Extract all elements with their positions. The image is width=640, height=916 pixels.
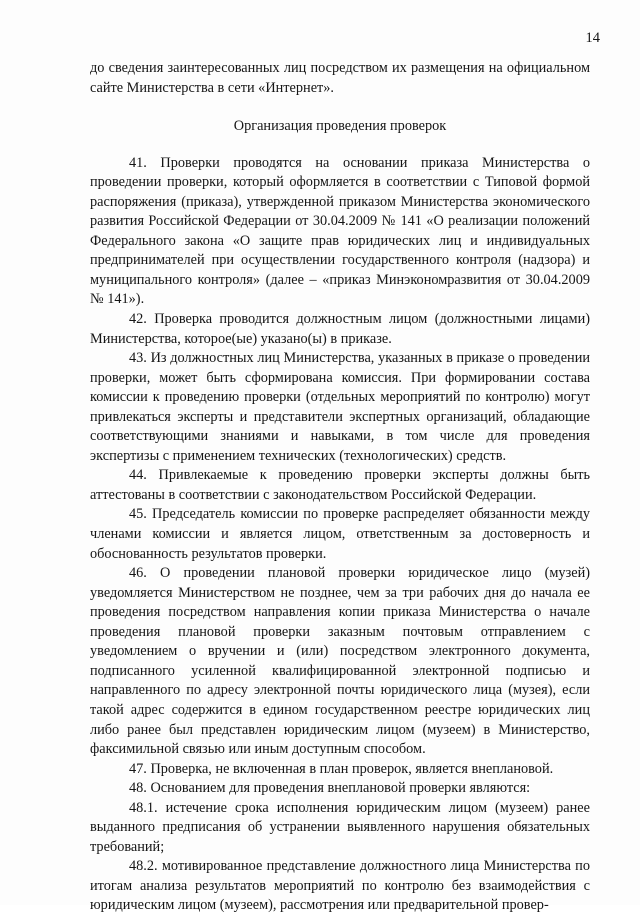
paragraph-46: 46. О проведении плановой проверки юридическое лицо (музей) уведомляется Министерством не позднее, чем за три рабочих дня до начала ее проведения посредством направления копии приказа Министерства о начале проведения плановой проверки заказным почтовым отправлением с уведомлением о вручении и (или) посредством электронного документа, подписанного усиленной квалифицированной электронной подписью и направленного по адресу электронной почты юридического лица (музея), если такой адрес содержится в едином государственном реестре юридических лиц либо ранее был представлен юридическим лицом (музеем) в Министерство, факсимильной связью или иным доступным способом. [90,565,590,758]
paragraph-44: 44. Привлекаемые к проведению проверки эксперты должны быть аттестованы в соответствии с законодательством Российской Федерации. [90,467,590,503]
paragraph-47: 47. Проверка, не включенная в план проверок, является внеплановой. [129,760,554,777]
page-number: 14 [585,30,600,46]
paragraph-48-2: 48.2. мотивированное представление должностного лица Министерства по итогам анализа результатов мероприятий по контролю без взаимодействия с юридическим лицом (музеем), рассмотрения или предварительной провер- [90,858,590,914]
paragraph-42: 42. Проверка проводится должностным лицом (должностными лицами) Министерства, которое(ые) указано(ы) в приказе. [90,311,590,347]
paragraph-48: 48. Основанием для проведения внеплановой проверки являются: [129,780,531,797]
paragraph-43: 43. Из должностных лиц Министерства, указанных в приказе о проведении проверки, может быть сформирована комиссия. При формировании состава комиссии к проведению проверки (отдельных мероприятий по контролю) могут привлекаться эксперты и представители экспертных организаций, обладающие соответствующими знаниями и навыками, в том числе для проведения экспертизы с применением технических (технологических) средств. [90,350,590,464]
section-title: Организация проведения проверок [233,118,447,135]
paragraph-48-1: 48.1. истечение срока исполнения юридическим лицом (музеем) ранее выданного предписания об устранении выявленного нарушения обязательных требований; [90,799,590,855]
document-body [90,59,590,916]
continuation-paragraph: до сведения заинтересованных лиц посредством их размещения на официальном сайте Министерства в сети «Интернет». [90,60,590,96]
paragraph-45: 45. Председатель комиссии по проверке распределяет обязанности между членами комиссии и является лицом, ответственным за достоверность и обоснованность результатов проверки. [90,506,590,562]
paragraph-41: 41. Проверки проводятся на основании приказа Министерства о проведении проверки, который оформляется в соответствии с Типовой формой распоряжения (приказа), утвержденной приказом Министерства экономического развития Российской Федерации от 30.04.2009 № 141 «О реализации положений Федерального закона «О защите прав юридических лиц и индивидуальных предпринимателей при осуществлении государственного контроля (надзора) и муниципального контроля» (далее – «приказ Минэкономразвития от 30.04.2009 № 141»). [90,154,590,308]
